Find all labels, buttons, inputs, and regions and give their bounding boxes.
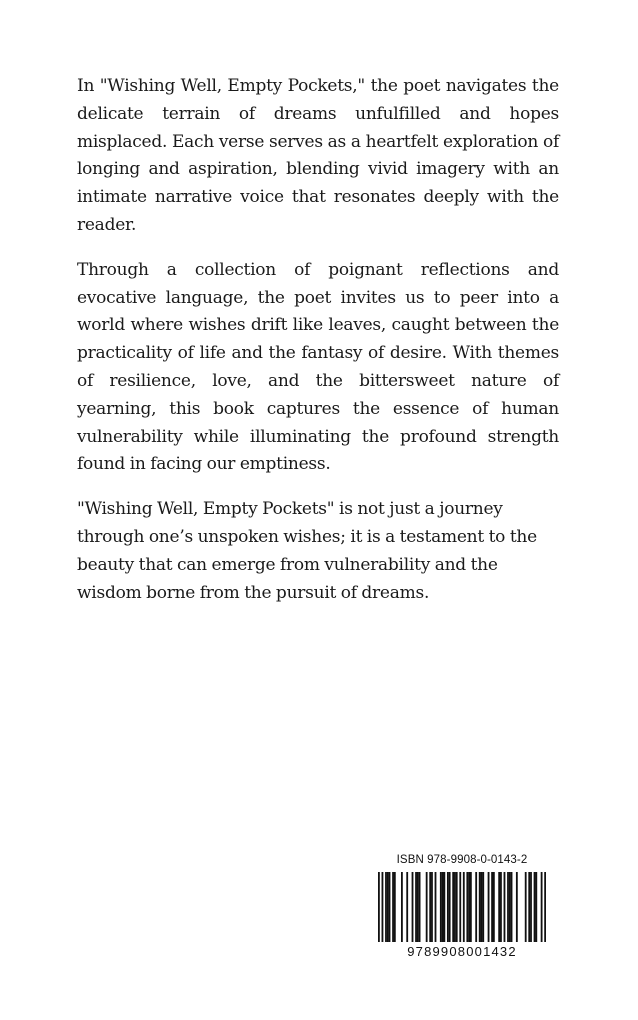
barcode-bar <box>528 872 530 942</box>
barcode-bar <box>406 872 408 942</box>
barcode-bar <box>488 872 490 942</box>
barcode-bar <box>447 872 449 942</box>
barcode-bar <box>491 872 493 942</box>
barcode-bar <box>475 872 477 942</box>
barcode-bar <box>463 872 465 942</box>
barcode-bar <box>417 872 419 942</box>
barcode-bar <box>500 872 502 942</box>
barcode-bar <box>479 872 481 942</box>
barcode-bar <box>443 872 445 942</box>
barcode-bar <box>498 872 500 942</box>
barcode-bar <box>415 872 417 942</box>
barcode-bar <box>456 872 458 942</box>
isbn-label: ISBN 978-9908-0-0143-2 <box>396 854 528 866</box>
barcode-bar <box>470 872 472 942</box>
barcode-bar <box>452 872 454 942</box>
back-cover-blurb <box>77 73 559 624</box>
blurb-paragraph-1: In "Wishing Well, Empty Pockets," the poet navigates the delicate terrain of dreams unfulfilled and hopes misplaced. Each verse serves as a heartfelt exploration of longing and aspiration, blending vivid imagery with an intimate narrative voice that resonates deeply with the reader. <box>77 76 559 235</box>
barcode-bar <box>454 872 456 942</box>
barcode-bar <box>534 872 536 942</box>
barcode-bar <box>389 872 391 942</box>
barcode-bar <box>387 872 389 942</box>
barcode-bar <box>511 872 513 942</box>
barcode-bar <box>385 872 387 942</box>
barcode-bar <box>493 872 495 942</box>
barcode-bar <box>530 872 532 942</box>
barcode-bar <box>541 872 543 942</box>
barcode-bar <box>468 872 470 942</box>
barcode-bar <box>507 872 509 942</box>
barcode-bar <box>394 872 396 942</box>
blurb-paragraph-3: "Wishing Well, Empty Pockets" is not just a journey through one’s unspoken wishes; it is a testament to the beauty that can emerge from vulnerability and the wisdom borne from the pursuit of dreams. <box>77 499 537 603</box>
barcode-bar <box>509 872 511 942</box>
barcode-bar <box>426 872 428 942</box>
barcode-bar <box>392 872 394 942</box>
barcode-bar <box>466 872 468 942</box>
barcode-bar <box>516 872 518 942</box>
barcode-bar <box>401 872 403 942</box>
barcode-bar <box>442 872 444 942</box>
barcode-bar <box>482 872 484 942</box>
barcode-bar <box>544 872 546 942</box>
barcode-bar <box>449 872 451 942</box>
barcode-bar <box>435 872 437 942</box>
barcode-icon <box>378 872 546 942</box>
barcode-bar <box>459 872 461 942</box>
barcode-bar <box>535 872 537 942</box>
barcode-digits: 9789908001432 <box>407 944 517 959</box>
barcode-bar <box>481 872 483 942</box>
barcode-bar <box>382 872 384 942</box>
blurb-paragraph-2: Through a collection of poignant reflections and evocative language, the poet invites us to peer into a world where wishes drift like leaves, caught between the practicality of life and the fantasy of desire. With themes of resilience, love, and the bittersweet nature of yearning, this book captures the essence of human vulnerability while illuminating the profound strength found in facing our emptiness. <box>77 259 559 475</box>
barcode-bar <box>412 872 414 942</box>
isbn-barcode-block <box>372 852 552 964</box>
barcode-bar <box>378 872 380 942</box>
barcode-bar <box>440 872 442 942</box>
barcode-bar <box>525 872 527 942</box>
barcode-bar <box>431 872 433 942</box>
barcode-bar <box>429 872 431 942</box>
barcode-bar <box>504 872 506 942</box>
barcode-bar <box>419 872 421 942</box>
